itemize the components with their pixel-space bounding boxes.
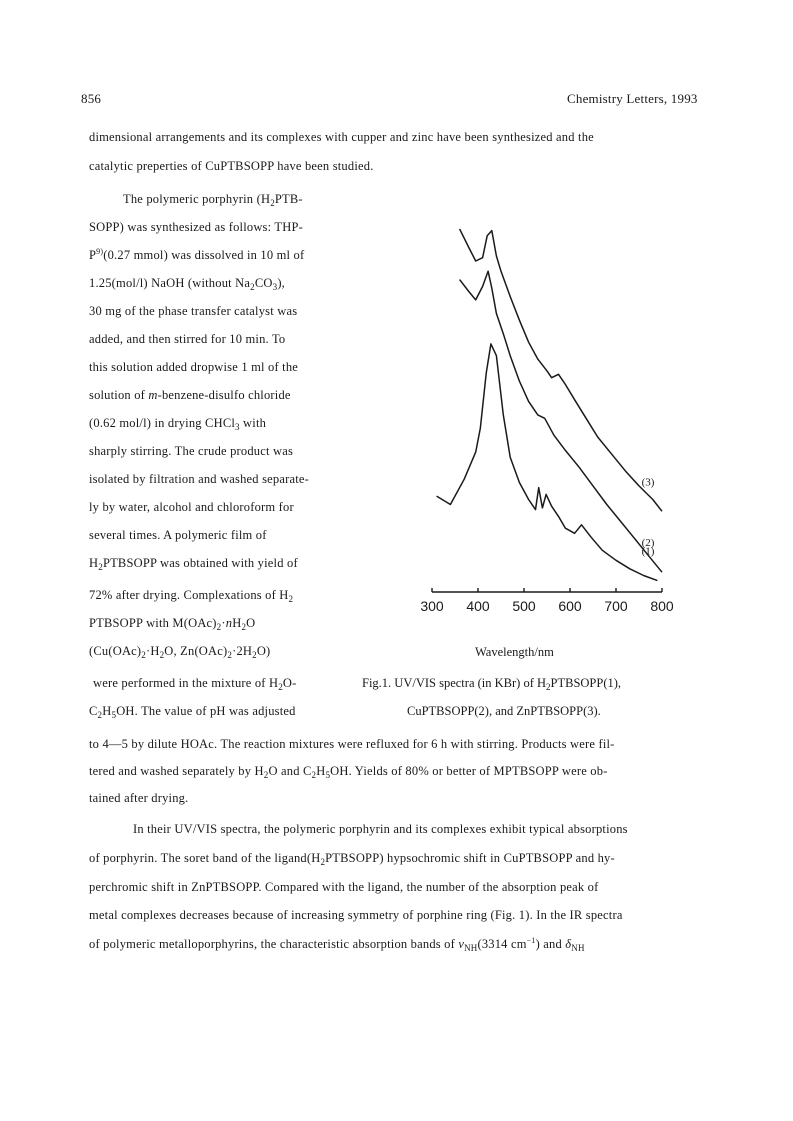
text-line: several times. A polymeric film of (89, 528, 267, 542)
text-line: tered and washed separately by $H_2O$ and $C_2H_5OH$. Yields of 80% or better of MPTBSOPP were ob- (89, 764, 608, 780)
x-tick-label: 700 (604, 598, 628, 614)
text-line: $P^{9)}(0.27$ mmol) was dissolved in 10 ml of (89, 247, 305, 262)
curve-label-2: (2) (641, 537, 655, 550)
text-line: of polymeric metalloporphyrins, the characteristic absorption bands of $\nu_{NH}(3314$ $cm^{-1}$) and $\delta_{NH}$ (89, 936, 585, 953)
text-line: 72% after drying. Complexations of $H_2$ (89, 588, 294, 604)
curve-label-3: (3) (641, 476, 655, 489)
spectrum-curve-3 (460, 229, 662, 511)
curve-label-1: (1) (641, 545, 655, 558)
figure-caption-line-2: CuPTBSOPP(2), and ZnPTBSOPP(3). (407, 704, 601, 718)
journal-header: Chemistry Letters, 1993 (567, 91, 698, 106)
text-line: isolated by filtration and washed separate- (89, 472, 309, 486)
text-line: $C_2H_5OH$. The value of pH was adjusted (89, 704, 296, 720)
spectrum-curve-1 (437, 344, 658, 581)
text-line: tained after drying. (89, 791, 189, 805)
text-line: (0.62 mol/l) in drying CHCl$_3$ with (89, 416, 267, 432)
text-line: $H_2PTBSOPP$ was obtained with yield of (89, 556, 298, 572)
text-line: of porphyrin. The soret band of the $ligand(H_2PTBSOPP)$ hypsochromic shift in CuPTBSOPP and hy- (89, 851, 615, 867)
text-line: SOPP) was synthesized as follows: THP- (89, 220, 303, 234)
text-line: The polymeric porphyrin ($H_2PTB-$ (123, 192, 303, 208)
x-tick-label: 500 (512, 598, 536, 614)
x-tick-label: 400 (466, 598, 490, 614)
text-line: metal complexes decreases because of increasing symmetry of porphine ring (Fig. 1). In the IR spectra (89, 908, 623, 922)
text-line: sharply stirring. The crude product was (89, 444, 294, 458)
text-line: this solution added dropwise 1 ml of the (89, 360, 299, 374)
spectrum-curve-2 (460, 271, 662, 572)
text-line: perchromic shift in ZnPTBSOPP. Compared with the ligand, the number of the absorption peak of (89, 880, 599, 894)
text-line: 1.25(mol/l) NaOH (without $Na_2CO_3$), (89, 276, 286, 292)
text-line: ly by water, alcohol and chloroform for (89, 500, 294, 514)
text-line: PTBSOPP with $M(OAc)_2\cdot nH_2O$ (89, 616, 256, 632)
x-axis-label: Wavelength/nm (475, 645, 554, 659)
text-line: to 4—5 by dilute HOAc. The reaction mixtures were refluxed for 6 h with stirring. Products were fil- (89, 737, 615, 751)
uv-vis-spectra-figure (420, 200, 680, 640)
intro-line-2: catalytic preperties of CuPTBSOPP have been studied. (89, 159, 374, 173)
figure-caption-line-1: Fig.1. UV/VIS spectra (in KBr) of $H_2PTBSOPP(1)$, (362, 676, 622, 692)
text-line: In their UV/VIS spectra, the polymeric porphyrin and its complexes exhibit typical absorptions (133, 822, 628, 836)
page-number: 856 (81, 91, 102, 106)
text-line: solution of m-benzene-disulfo chloride (89, 388, 291, 402)
text-line: ($Cu(OAc)_2\cdot H_2O$, $Zn(OAc)_2\cdot 2H_2O$) (89, 644, 271, 660)
x-tick-label: 300 (420, 598, 444, 614)
x-tick-label: 600 (558, 598, 582, 614)
text-line: were performed in the mixture of $H_2O-$ (93, 676, 297, 692)
intro-line-1: dimensional arrangements and its complexes with cupper and zinc have been synthesized and the (89, 130, 594, 144)
text-line: added, and then stirred for 10 min. To (89, 332, 286, 346)
spectra-chart (420, 200, 680, 640)
x-tick-label: 800 (650, 598, 674, 614)
text-line: 30 mg of the phase transfer catalyst was (89, 304, 298, 318)
